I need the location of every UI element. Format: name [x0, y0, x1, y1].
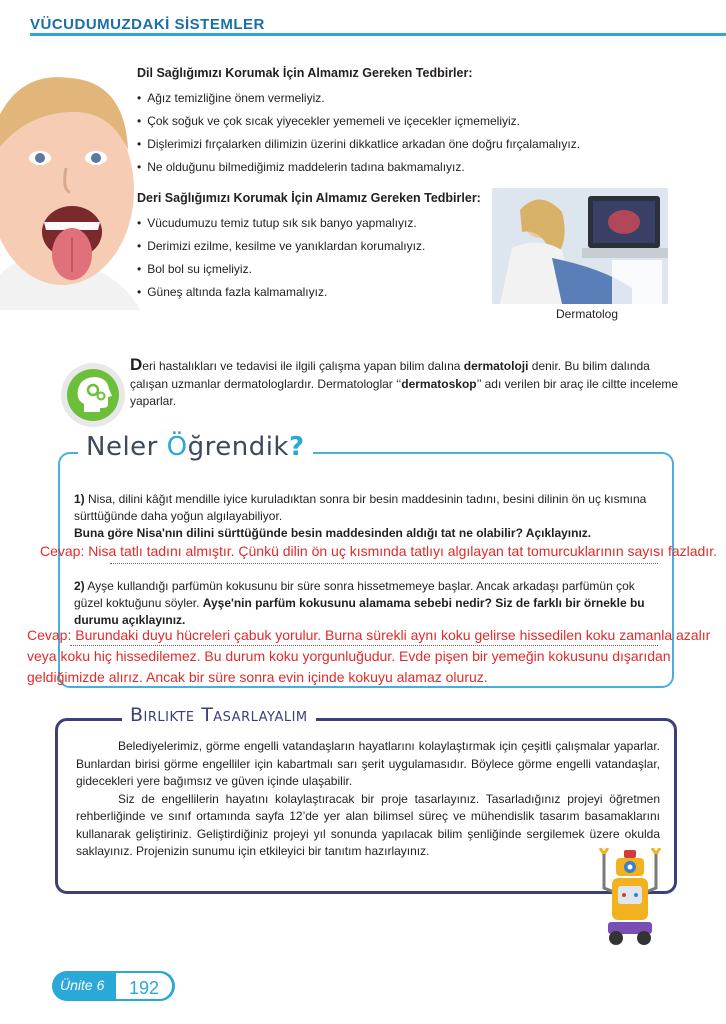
- question-prompt: Ayşe'nin parfüm kokusunu alamama sebebi nedir? Siz de farklı bir örnekle bu durumu açıklayınız.: [74, 596, 645, 627]
- birlikte-tasarlayalim-title: Birlikte Tasarlayalım: [122, 704, 316, 726]
- footer-unit-label: Ünite 6: [60, 977, 105, 993]
- boy-tongue-photo: [0, 40, 140, 310]
- list-item: • Bol bol su içmeliyiz.: [137, 258, 425, 281]
- birlikte-tasarlayalim-text: [76, 738, 660, 861]
- list-item: • Ne olduğunu bilmediğimiz maddelerin tadına bakmamalıyız.: [137, 156, 580, 179]
- list-item: • Güneş altında fazla kalmamalıyız.: [137, 281, 425, 304]
- info-text-part: ’’ adı verilen bir araç ile ciltte inceleme yaparlar.: [130, 376, 679, 408]
- question-text: Nisa, dilini kâğıt mendille iyice kuruladıktan sonra bir besin maddesinin tadını, besini dilinin ön uç kısmına sürttüğünde daha yoğun algılayabiliyor.: [74, 492, 647, 523]
- answer-1: Cevap: Nisa tatlı tadını almıştır. Çünkü dilin ön uç kısmında tatlıyı algılayan tat tomurcuklarının sayısı fazladır.: [40, 543, 717, 559]
- tongue-health-list: [137, 87, 580, 179]
- list-item: • Derimizi ezilme, kesilme ve yanıklardan korumalıyız.: [137, 235, 425, 258]
- info-text-part: eri hastalıkları ve tedavisi ile ilgili çalışma yapan bilim dalına: [142, 359, 464, 373]
- question-2: [74, 578, 666, 629]
- question-1: [74, 491, 666, 542]
- page-header-title: VÜCUDUMUZDAKİ SİSTEMLER: [30, 16, 265, 33]
- paragraph: Belediyelerimiz, görme engelli vatandaşların hayatlarını kolaylaştırmak için çeşitli çalışmalar yaparlar. Bunlardan birisi görme engelliler için kabartmalı sarı şerit uygulamasıdır. Böylece görme engelli vatandaşlar, gidecekleri yere bağımsız ve güven içinde ulaşabilir.: [76, 739, 660, 788]
- answer-line: [110, 563, 658, 564]
- info-dropcap: D: [130, 355, 143, 374]
- robot-mascot-icon: [594, 848, 666, 948]
- question-number: 1): [74, 492, 85, 506]
- skin-health-list: [137, 212, 425, 304]
- header-divider: [30, 33, 726, 36]
- page-number: 192: [114, 971, 174, 1001]
- dermatologist-photo: [492, 188, 668, 304]
- tongue-health-title: Dil Sağlığımızı Korumak İçin Almamız Gereken Tedbirler:: [137, 66, 473, 80]
- photo-caption: Dermatolog: [555, 307, 619, 321]
- title-part: ğrendik: [187, 432, 289, 462]
- list-item: • Vücudumuzu temiz tutup sık sık banyo yapmalıyız.: [137, 212, 425, 235]
- list-item: • Çok soğuk ve çok sıcak yiyecekler yememeli ve içecekler içmemeliyiz.: [137, 110, 580, 133]
- answer-2: Cevap: Burundaki duyu hücreleri çabuk yorulur. Burna sürekli aynı koku gelirse hissedilen koku zamanla azalır veya koku hiç hissedilemez. Bu durum koku yorgunluğudur. Evde pişen bir yemeğin kokusunu dışarıdan geldiğimizde alırız. Ancak bir süre sonra evin içinde kokuyu alamaz oluruz.: [27, 627, 711, 685]
- title-accent: Ö: [166, 432, 188, 462]
- info-term-dermatoloji: dermatoloji: [463, 359, 529, 373]
- list-item: • Ağız temizliğine önem vermeliyiz.: [137, 87, 580, 110]
- info-text-part: denir. Bu bilim dalında çalışan uzmanlar dermatologlardır. Dermatologlar ‘‘: [130, 359, 650, 391]
- paragraph: Siz de engellilerin hayatını kolaylaştıracak bir proje tasarlayınız. Tasarladığınız projeyi öğretmen rehberliğinde ve sınıf ortamında sayfa 12’de yer alan bilimsel süreç ve mühendislik tasarım basamaklarını kullanarak geliştiriniz. Geliştirdiğiniz projeyi yıl sonunda yapılacak bilim şenliğinde sergilemek üzere okulda saklayınız. Projenizin sunumu için etkileyici bir tanıtım hazırlayınız.: [76, 791, 660, 858]
- question-text: Ayşe kullandığı parfümün kokusunu bir süre sonra hissetmemeye başlar. Ancak arkadaşı parfümün çok güzel koktuğunu söyler.: [74, 579, 635, 610]
- skin-health-title: Deri Sağlığımızı Korumak İçin Almamız Gereken Tedbirler:: [137, 191, 481, 205]
- title-question-mark: ?: [288, 432, 305, 462]
- title-part: Neler: [86, 432, 167, 462]
- list-item: • Dişlerimizi fırçalarken dilimizin üzerini dikkatlice arkadan öne doğru fırçalamalıyız.: [137, 133, 580, 156]
- neler-ogrendik-title: [78, 432, 313, 462]
- dermatology-info-text: [130, 356, 682, 411]
- question-prompt: Buna göre Nisa'nın dilini sürttüğünde besin maddesinden aldığı tat ne olabilir? Açıklayınız.: [74, 526, 592, 540]
- question-number: 2): [74, 579, 85, 593]
- info-term-dermatoskop: dermatoskop: [401, 376, 477, 391]
- brain-gear-icon: [60, 362, 126, 428]
